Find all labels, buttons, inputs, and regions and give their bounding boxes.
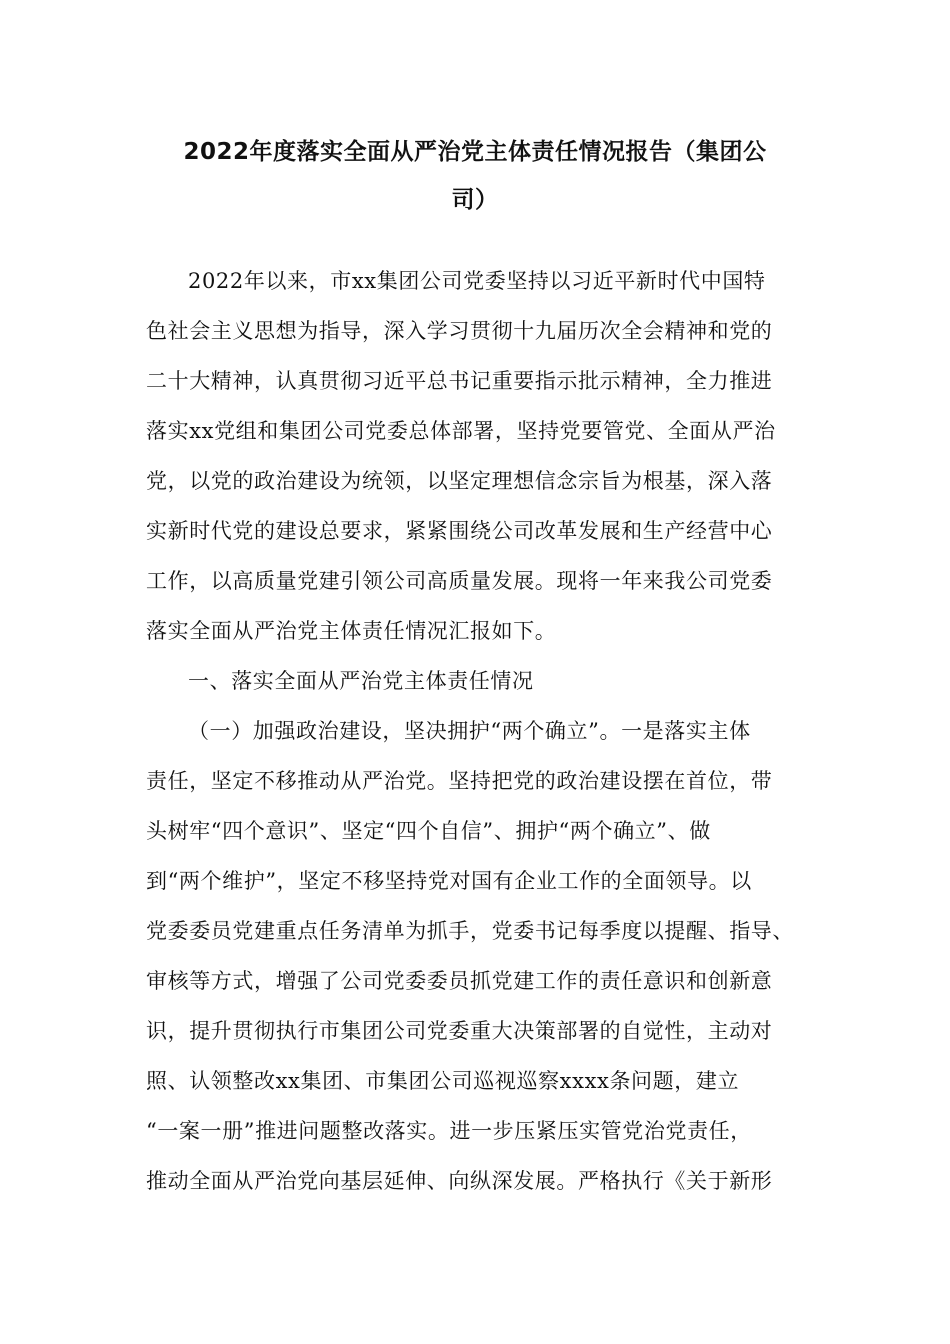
paragraph-line: （一）加强政治建设，坚决拥护“两个确立”。一是落实主体	[188, 719, 751, 743]
paragraph-line: 识，提升贯彻执行市集团公司党委重大决策部署的自觉性，主动对	[146, 1019, 773, 1043]
title-line-1: 2022年度落实全面从严治党主体责任情况报告（集团公	[183, 139, 767, 165]
paragraph-line: 责任，坚定不移推动从严治党。坚持把党的政治建设摆在首位，带	[146, 769, 773, 793]
paragraph-line: 实新时代党的建设总要求，紧紧围绕公司改革发展和生产经营中心	[146, 519, 773, 543]
paragraph-line: 审核等方式，增强了公司党委委员抓党建工作的责任意识和创新意	[146, 969, 773, 993]
paragraph-line: 色社会主义思想为指导，深入学习贯彻十九届历次全会精神和党的	[146, 319, 773, 343]
paragraph-line: 落实xx党组和集团公司党委总体部署，坚持党要管党、全面从严治	[146, 419, 776, 443]
paragraph-line: 党，以党的政治建设为统领，以坚定理想信念宗旨为根基，深入落	[146, 469, 773, 493]
paragraph-line: 工作，以高质量党建引领公司高质量发展。现将一年来我公司党委	[146, 569, 773, 593]
title-line-2: 司）	[451, 187, 499, 213]
paragraph-line: 推动全面从严治党向基层延伸、向纵深发展。严格执行《关于新形	[146, 1169, 773, 1193]
paragraph-line: 照、认领整改xx集团、市集团公司巡视巡察xxxx条问题，建立	[146, 1069, 740, 1093]
paragraph-line: “一案一册”推进问题整改落实。进一步压紧压实管党治党责任，	[146, 1119, 752, 1143]
paragraph-line: 头树牢“四个意识”、坚定“四个自信”、拥护“两个确立”、做	[146, 819, 711, 843]
paragraph-line: 2022年以来，市xx集团公司党委坚持以习近平新时代中国特	[188, 269, 766, 293]
document-body	[146, 256, 806, 1206]
paragraph-line: 党委委员党建重点任务清单为抓手，党委书记每季度以提醒、指导、	[146, 919, 794, 943]
paragraph-line: 到“两个维护”，坚定不移坚持党对国有企业工作的全面领导。以	[146, 869, 752, 893]
paragraph-line: 二十大精神，认真贯彻习近平总书记重要指示批示精神，全力推进	[146, 369, 773, 393]
paragraph-line: 落实全面从严治党主体责任情况汇报如下。	[146, 619, 557, 643]
document-title	[150, 128, 800, 224]
section-heading: 一、落实全面从严治党主体责任情况	[188, 669, 534, 693]
